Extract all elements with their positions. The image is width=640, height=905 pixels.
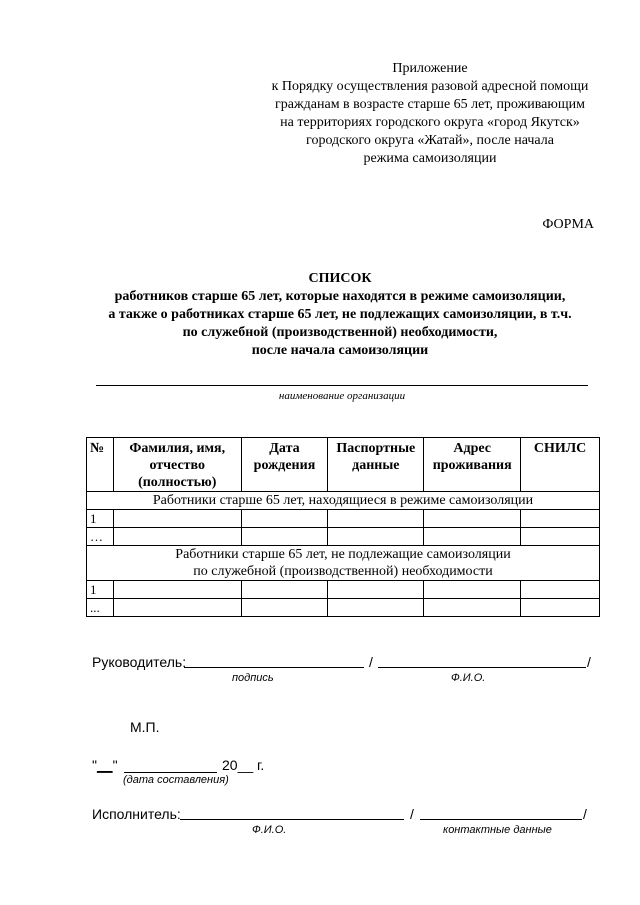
date-row — [92, 757, 118, 773]
header-full-name: Фамилия, имя, отчество (полностью) — [113, 438, 241, 492]
fio-caption: Ф.И.О. — [451, 672, 486, 684]
head-label: Руководитель: — [92, 654, 187, 670]
header-address: Адрес проживания — [424, 438, 521, 492]
header-passport: Паспортные данные — [328, 438, 424, 492]
section-title-line: по служебной (производственной) необходимости — [193, 564, 493, 579]
table-row — [87, 510, 600, 528]
cell-snils[interactable] — [521, 528, 600, 546]
executor-fio-caption: Ф.И.О. — [252, 824, 287, 836]
row-number: … — [87, 528, 114, 546]
cell-passport[interactable] — [328, 528, 424, 546]
appendix-line: гражданам в возрасте старше 65 лет, проживающим — [275, 97, 585, 112]
appendix-line: на территориях городского округа «город Якутск» — [280, 115, 580, 130]
header-number: № — [87, 438, 114, 492]
slash: / — [410, 806, 414, 822]
title-heading: СПИСОК — [308, 271, 372, 286]
head-signature-line[interactable] — [184, 653, 364, 668]
row-number: ... — [87, 599, 114, 617]
title-line: после начала самоизоляции — [251, 343, 429, 358]
cell-full-name[interactable] — [113, 528, 241, 546]
cell-full-name[interactable] — [113, 599, 241, 617]
date-month-line[interactable] — [124, 758, 217, 773]
head-fio-line[interactable] — [378, 653, 586, 668]
cell-address[interactable] — [424, 599, 521, 617]
appendix-header — [230, 60, 630, 168]
appendix-line: городского округа «Жатай», после начала — [306, 133, 554, 148]
cell-address[interactable] — [424, 528, 521, 546]
appendix-line: Приложение — [392, 61, 468, 76]
header-snils: СНИЛС — [521, 438, 600, 492]
section-title-line: Работники старше 65 лет, не подлежащие самоизоляции — [175, 547, 511, 562]
executor-contact-line[interactable] — [420, 805, 582, 820]
table-row — [87, 599, 600, 617]
slash: / — [583, 806, 587, 822]
table-row — [87, 528, 600, 546]
cell-birth-date[interactable] — [241, 510, 328, 528]
cell-birth-date[interactable] — [241, 581, 328, 599]
cell-snils[interactable] — [521, 599, 600, 617]
row-number: 1 — [87, 510, 114, 528]
signature-caption: подпись — [232, 672, 274, 684]
cell-birth-date[interactable] — [241, 528, 328, 546]
cell-snils[interactable] — [521, 510, 600, 528]
executor-label: Исполнитель: — [92, 806, 181, 822]
section-title — [87, 546, 600, 581]
executor-fio-line[interactable] — [180, 805, 404, 820]
cell-address[interactable] — [424, 581, 521, 599]
date-quote-close: " — [112, 757, 118, 773]
date-caption: (дата составления) — [123, 774, 229, 786]
executor-contact-caption: контактные данные — [443, 824, 552, 836]
slash: / — [369, 654, 373, 670]
cell-birth-date[interactable] — [241, 599, 328, 617]
cell-passport[interactable] — [328, 510, 424, 528]
cell-passport[interactable] — [328, 581, 424, 599]
cell-address[interactable] — [424, 510, 521, 528]
organization-caption: наименование организации — [278, 390, 406, 402]
stamp-label: М.П. — [130, 719, 160, 735]
section-row — [87, 546, 600, 581]
forma-label: ФОРМА — [542, 217, 594, 232]
slash: / — [587, 654, 591, 670]
appendix-line: к Порядку осуществления разовой адресной помощи — [271, 79, 589, 94]
cell-passport[interactable] — [328, 599, 424, 617]
section-title: Работники старше 65 лет, находящиеся в режиме самоизоляции — [87, 492, 600, 510]
section-row — [87, 492, 600, 510]
document-title — [60, 270, 620, 360]
title-line: по служебной (производственной) необходимости, — [182, 325, 498, 340]
row-number: 1 — [87, 581, 114, 599]
date-day-field[interactable]: __ — [96, 757, 113, 773]
title-line: работников старше 65 лет, которые находятся в режиме самоизоляции, — [114, 289, 566, 304]
appendix-line: режима самоизоляции — [363, 151, 497, 166]
title-line: а также о работниках старше 65 лет, не подлежащих самоизоляции, в т.ч. — [108, 307, 572, 322]
organization-name-line[interactable] — [96, 385, 588, 386]
cell-full-name[interactable] — [113, 581, 241, 599]
table-row — [87, 581, 600, 599]
cell-snils[interactable] — [521, 581, 600, 599]
date-year: 20__ г. — [222, 757, 265, 773]
header-birth-date: Дата рождения — [241, 438, 328, 492]
table-header-row — [87, 438, 600, 492]
cell-full-name[interactable] — [113, 510, 241, 528]
date-quote-open: " — [92, 757, 97, 773]
employee-list-table — [86, 437, 600, 617]
